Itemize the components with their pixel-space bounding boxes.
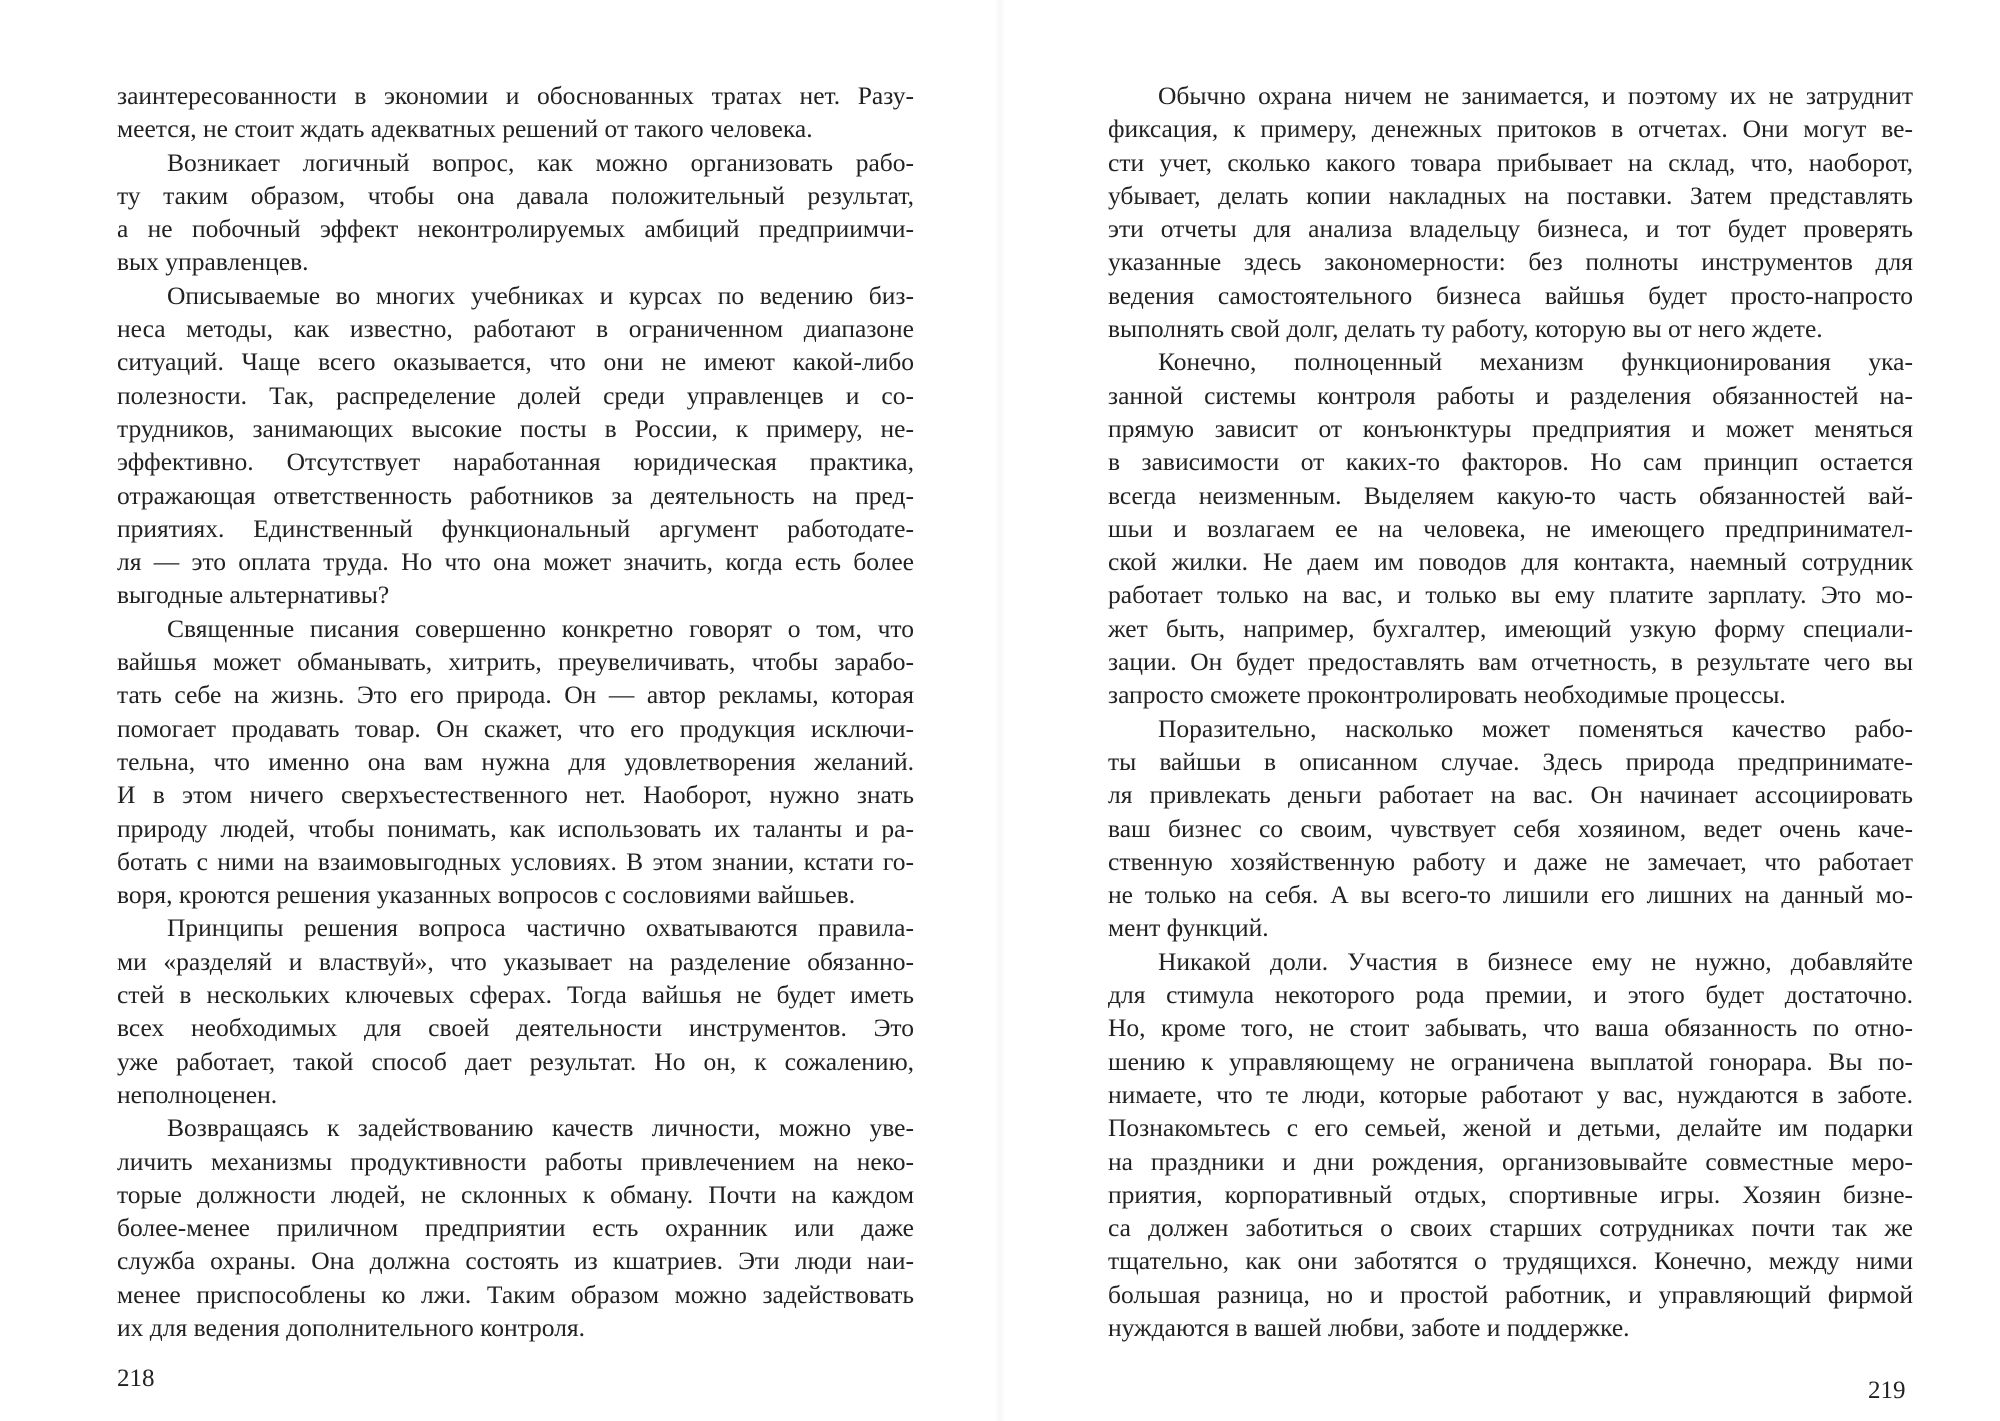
text-line: приятиях. Единственный функциональный аргумент работодате- <box>117 513 914 543</box>
text-line: ля — это оплата труда. Но что она может значить, когда есть более <box>117 547 914 577</box>
text-line: на праздники и дни рождения, организовывайте совместные меро- <box>1108 1146 1913 1176</box>
text-line: неполноценен. <box>117 1079 278 1109</box>
text-line: выполнять свой долг, делать ту работу, которую вы от него ждете. <box>1108 314 1823 344</box>
text-line: не только на себя. А вы всего-то лишили его лишних на данный мо- <box>1108 880 1913 910</box>
text-line: тщательно, как они заботятся о трудящихся. Конечно, между ними <box>1108 1246 1913 1276</box>
text-line: Никакой доли. Участия в бизнесе ему не нужно, добавляйте <box>1158 946 1913 976</box>
text-line: ственную хозяйственную работу и даже не замечает, что работает <box>1108 846 1913 876</box>
text-line: ведения самостоятельного бизнеса вайшья будет просто-напросто <box>1108 280 1913 310</box>
text-line: трудников, занимающих высокие посты в России, к примеру, не- <box>117 413 914 443</box>
text-line: ми «разделяй и властвуй», что указывает на разделение обязанно- <box>117 946 914 976</box>
text-line: менее приспособлены ко лжи. Таким образом можно задействовать <box>117 1279 914 1309</box>
text-line: личить механизмы продуктивности работы привлечением на неко- <box>117 1146 914 1176</box>
text-line: Конечно, полноценный механизм функционирования ука- <box>1158 347 1913 377</box>
right-page-text <box>1108 79 1913 1344</box>
text-line: стей в нескольких ключевых сферах. Тогда вайшья не будет иметь <box>117 980 914 1010</box>
text-line: Описываемые во многих учебниках и курсах по ведению биз- <box>167 280 914 310</box>
text-line: ля привлекать деньги работает на вас. Он начинает ассоциировать <box>1108 780 1913 810</box>
text-line: уже работает, такой способ дает результат. Но он, к сожалению, <box>117 1046 914 1076</box>
text-line: всегда неизменным. Выделяем какую-то часть обязанностей вай- <box>1108 480 1913 510</box>
text-line: вых управленцев. <box>117 247 309 277</box>
text-line: ситуаций. Чаще всего оказывается, что они не имеют какой-либо <box>117 347 914 377</box>
text-line: фиксация, к примеру, денежных притоков в отчетах. Они могут ве- <box>1108 114 1913 144</box>
text-line: полезности. Так, распределение долей среди управленцев и со- <box>117 380 914 410</box>
text-line: Принципы решения вопроса частично охватываются правила- <box>167 913 914 943</box>
text-line: выгодные альтернативы? <box>117 580 390 610</box>
left-page-number: 218 <box>117 1365 155 1392</box>
text-line: приятия, корпоративный отдых, спортивные игры. Хозяин бизне- <box>1108 1179 1913 1209</box>
text-line: более-менее приличном предприятии есть охранник или даже <box>117 1213 914 1243</box>
text-line: Познакомьтесь с его семьей, женой и детьми, делайте им подарки <box>1108 1113 1913 1143</box>
text-line: ты вайшьи в описанном случае. Здесь природа предпринимате- <box>1108 746 1913 776</box>
text-line: тать себе на жизнь. Это его природа. Он — автор рекламы, которая <box>117 680 914 710</box>
text-line: зации. Он будет предоставлять вам отчетность, в результате чего вы <box>1108 647 1913 677</box>
text-line: воря, кроются решения указанных вопросов с сословиями вайшьев. <box>117 880 856 910</box>
text-line: са должен заботиться о своих старших сотрудниках почти так же <box>1108 1213 1913 1243</box>
text-line: в зависимости от каких-то факторов. Но сам принцип остается <box>1108 447 1913 477</box>
text-line: неса методы, как известно, работают в ограниченном диапазоне <box>117 314 914 344</box>
text-line: их для ведения дополнительного контроля. <box>117 1312 586 1342</box>
text-line: Священные писания совершенно конкретно говорят о том, что <box>167 613 914 643</box>
text-line: всех необходимых для своей деятельности инструментов. Это <box>117 1013 914 1043</box>
text-line: отражающая ответственность работников за деятельность на пред- <box>117 480 914 510</box>
text-line: И в этом ничего сверхъестественного нет. Наоборот, нужно знать <box>117 780 914 810</box>
text-line: заинтересованности в экономии и обоснованных тратах нет. Разу- <box>117 81 914 110</box>
text-line: ской жилки. Не даем им поводов для контакта, наемный сотрудник <box>1108 547 1913 577</box>
text-line: мент функций. <box>1108 913 1269 943</box>
text-line: вайшья может обманывать, хитрить, преувеличивать, чтобы зарабо- <box>117 647 914 677</box>
text-line: запросто сможете проконтролировать необходимые процессы. <box>1108 680 1786 710</box>
text-line: жет быть, например, бухгалтер, имеющий узкую форму специали- <box>1108 613 1913 643</box>
text-line: для стимула некоторого рода премии, и этого будет достаточно. <box>1108 980 1913 1010</box>
right-page-number: 219 <box>1868 1377 1906 1404</box>
text-line: Но, кроме того, не стоит забывать, что ваша обязанность по отно- <box>1108 1013 1913 1043</box>
text-line: занной системы контроля работы и разделения обязанностей на- <box>1108 380 1913 410</box>
text-line: прямую зависит от конъюнктуры предприятия и может меняться <box>1108 413 1913 443</box>
text-line: Обычно охрана ничем не занимается, и поэтому их не затруднит <box>1158 81 1913 110</box>
text-line: а не побочный эффект неконтролируемых амбиций предприимчи- <box>117 214 914 244</box>
text-line: меется, не стоит ждать адекватных решений от такого человека. <box>117 114 813 144</box>
right-page <box>1000 0 2000 1421</box>
text-line: Поразительно, насколько может поменяться качество рабо- <box>1158 713 1913 743</box>
text-line: указанные здесь закономерности: без полноты инструментов для <box>1108 247 1913 277</box>
text-line: большая разница, но и простой работник, и управляющий фирмой <box>1108 1279 1913 1309</box>
left-page-text <box>117 79 914 1344</box>
text-line: шьи и возлагаем ее на человека, не имеющего предпринимател- <box>1108 513 1913 543</box>
text-line: сти учет, сколько какого товара прибывает на склад, что, наоборот, <box>1108 147 1913 177</box>
text-line: ваш бизнес со своим, чувствует себя хозяином, ведет очень каче- <box>1108 813 1913 843</box>
text-line: ту таким образом, чтобы она давала положительный результат, <box>117 180 914 210</box>
text-line: Возвращаясь к задействованию качеств личности, можно уве- <box>167 1113 914 1143</box>
text-line: ботать с ними на взаимовыгодных условиях. В этом знании, кстати го- <box>117 846 914 876</box>
text-line: эффективно. Отсутствует наработанная юридическая практика, <box>117 447 914 477</box>
text-line: убывает, делать копии накладных на поставки. Затем представлять <box>1108 180 1913 210</box>
text-line: Возникает логичный вопрос, как можно организовать рабо- <box>167 147 914 177</box>
text-line: работает только на вас, и только вы ему платите зарплату. Это мо- <box>1108 580 1913 610</box>
text-line: шению к управляющему не ограничена выплатой гонорара. Вы по- <box>1108 1046 1913 1076</box>
text-line: служба охраны. Она должна состоять из кшатриев. Эти люди наи- <box>117 1246 914 1276</box>
text-line: природу людей, чтобы понимать, как использовать их таланты и ра- <box>117 813 914 843</box>
text-line: торые должности людей, не склонных к обману. Почти на каждом <box>117 1179 914 1209</box>
text-line: нимаете, что те люди, которые работают у вас, нуждаются в заботе. <box>1108 1079 1913 1109</box>
text-line: тельна, что именно она вам нужна для удовлетворения желаний. <box>117 746 914 776</box>
text-line: нуждаются в вашей любви, заботе и поддержке. <box>1108 1312 1630 1342</box>
text-line: помогает продавать товар. Он скажет, что его продукция исключи- <box>117 713 914 743</box>
text-line: эти отчеты для анализа владельцу бизнеса, и тот будет проверять <box>1108 214 1913 244</box>
